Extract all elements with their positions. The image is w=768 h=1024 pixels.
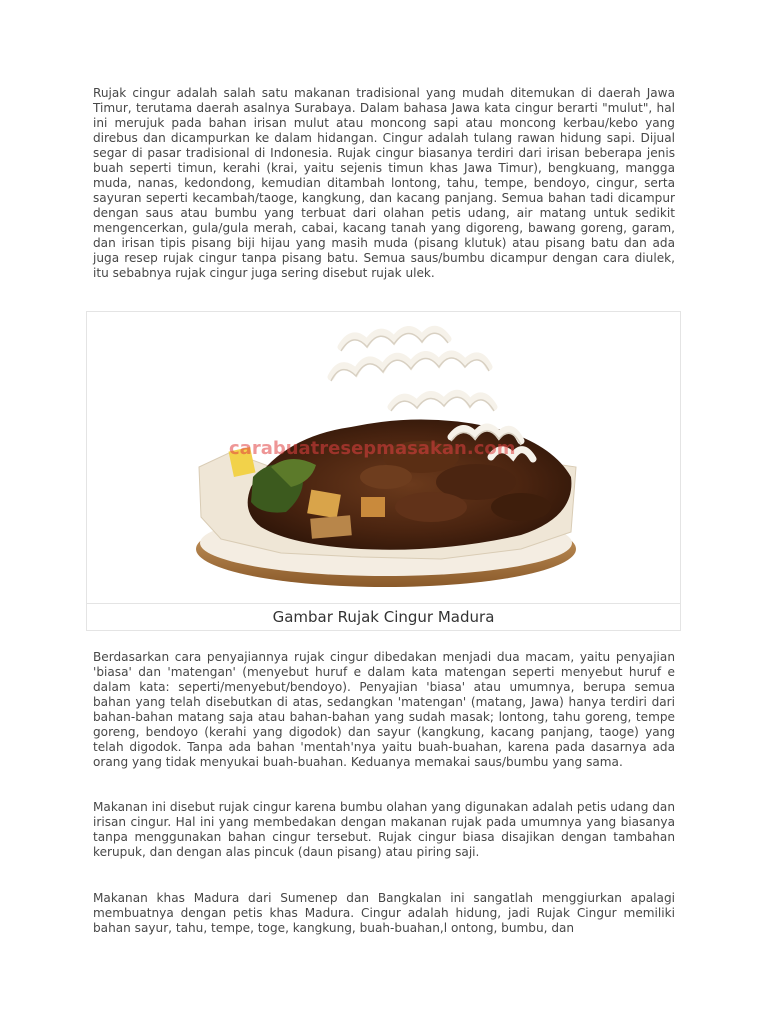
- paragraph-naming: Makanan ini disebut rujak cingur karena bumbu olahan yang digunakan adalah petis udang dan irisan cingur. Hal ini yang membedakan dengan makanan rujak pada umumnya yang biasanya tanpa menggunakan bahan cingur tersebut. Rujak cingur biasa disajikan dengan tambahan kerupuk, dan dengan alas pincuk (daun pisang) atau piring saji.: [93, 800, 675, 859]
- paragraph-intro: Rujak cingur adalah salah satu makanan tradisional yang mudah ditemukan di daerah Jawa Timur, terutama daerah asalnya Surabaya. Dalam bahasa Jawa kata cingur berarti "mulut", hal ini merujuk pada bahan irisan mulut atau moncong sapi atau moncong kerbau/kebo yang direbus dan dicampurkan ke dalam hidangan. Cingur adalah tulang rawan hidung sapi. Dijual segar di pasar tradisional di Indonesia. Rujak cingur biasanya terdiri dari irisan beberapa jenis buah seperti timun, kerahi (krai, yaitu sejenis timun khas Jawa Timur), bengkuang, mangga muda, nanas, kedondong, kemudian ditambah lontong, tahu, tempe, bendoyo, cingur, serta sayuran seperti kecambah/taoge, kangkung, dan kacang panjang. Semua bahan tadi dicampur dengan saus atau bumbu yang terbuat dari olahan petis udang, air matang untuk sedikit mengencerkan, gula/gula merah, cabai, kacang tanah yang digoreng, bawang goreng, garam, dan irisan tipis pisang biji hijau yang masih muda (pisang klutuk) atau pisang batu dan ada juga resep rujak cingur tanpa pisang batu. Semua saus/bumbu dicampur dengan cara diulek, itu sebabnya rujak cingur juga sering disebut rujak ulek.: [93, 86, 675, 280]
- figure-box: [86, 311, 681, 631]
- figure-caption: Gambar Rujak Cingur Madura: [272, 608, 495, 626]
- figure-caption-bar: [87, 603, 680, 631]
- photo-watermark: carabuatresepmasakan.com: [229, 438, 516, 459]
- rujak-cingur-photo: [191, 317, 578, 601]
- paragraph-madura: Makanan khas Madura dari Sumenep dan Bangkalan ini sangatlah menggiurkan apalagi membuatnya dengan petis khas Madura. Cingur adalah hidung, jadi Rujak Cingur memiliki bahan sayur, tahu, tempe, toge, kangkung, buah-buahan,l ontong, bumbu, dan: [93, 891, 675, 935]
- paragraph-serving: Berdasarkan cara penyajiannya rujak cingur dibedakan menjadi dua macam, yaitu penyajian 'biasa' dan 'matengan' (menyebut huruf e dalam kata matengan seperti menyebut huruf e dalam kata: seperti/menyebut/bendoyo). Penyajian 'biasa' atau umumnya, berupa semua bahan yang telah disebutkan di atas, sedangkan 'matengan' (matang, Jawa) hanya terdiri dari bahan-bahan matang saja atau bahan-bahan yang sudah masak; lontong, tahu goreng, tempe goreng, bendoyo (kerahi yang digodok) dan sayur (kangkung, kacang panjang, taoge) yang telah digodok. Tanpa ada bahan 'mentah'nya yaitu buah-buahan, karena pada dasarnya ada orang yang tidak menyukai buah-buahan. Keduanya memakai saus/bumbu yang sama.: [93, 650, 675, 769]
